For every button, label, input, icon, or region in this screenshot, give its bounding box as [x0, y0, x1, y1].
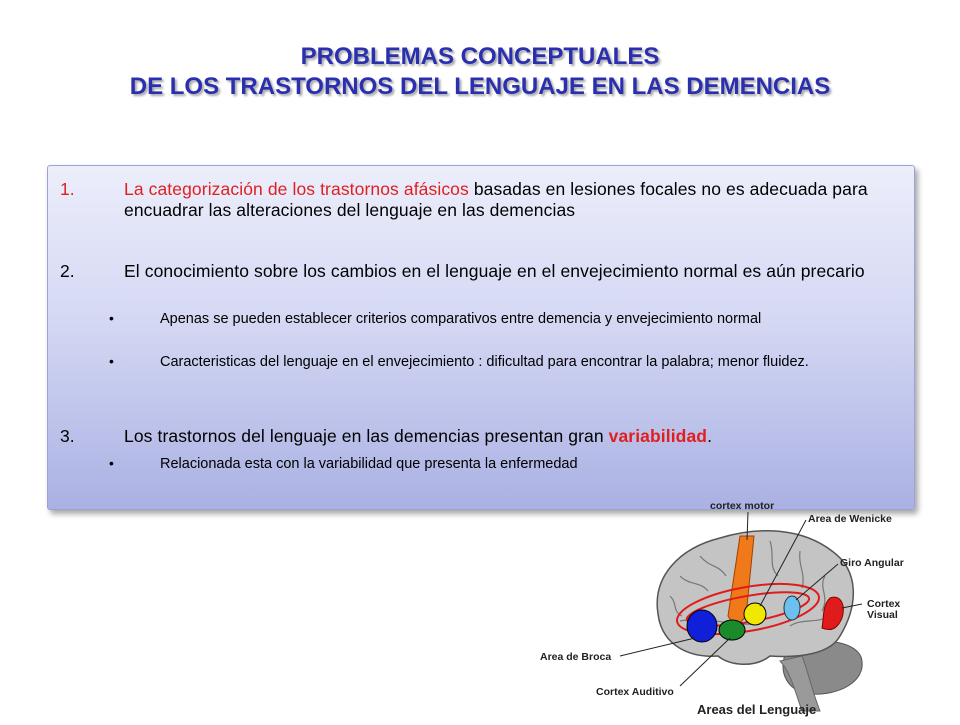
label-areas-del-lenguaje: Areas del Lenguaje	[697, 702, 817, 717]
point-3-text-before: Los trastornos del lenguaje en las demencias presentan gran	[124, 426, 609, 446]
label-area-wenicke: Area de Wenicke	[808, 513, 892, 525]
cerebrum-shape	[657, 531, 853, 665]
point-1-text	[124, 179, 894, 221]
label-cortex-visual-line-2: Visual	[867, 609, 898, 621]
label-cortex-visual-line-1: Cortex	[867, 598, 901, 610]
point-2-text: El conocimiento sobre los cambios en el lenguaje en el envejecimiento normal es aún precario	[124, 261, 865, 281]
angular-gyrus-area	[784, 596, 800, 620]
bullet-icon: •	[109, 353, 114, 369]
bullet-icon: •	[109, 310, 114, 326]
point-3-text-after: .	[707, 426, 713, 446]
label-giro-angular: Giro Angular	[840, 557, 904, 569]
point-3-highlight: variabilidad	[608, 426, 708, 446]
slide-title-line-2: DE LOS TRASTORNOS DEL LENGUAJE EN LAS DEMENCIAS	[129, 73, 831, 100]
label-cortex-auditivo: Cortex Auditivo	[596, 686, 674, 698]
point-3-bullet-1-text: Relacionada esta con la variabilidad que presenta la enfermedad	[160, 456, 578, 472]
content-box	[47, 165, 915, 510]
slide-title	[0, 42, 960, 102]
bullet-icon: •	[109, 455, 114, 471]
point-1-text-red: La categorización de los trastornos afásicos	[124, 179, 469, 199]
point-2-bullet-2-text: Caracteristicas del lenguaje en el envejecimiento : dificultad para encontrar la palabra; menor fluidez.	[160, 354, 809, 370]
point-1-text-rest: basadas en lesiones focales no es adecuada para encuadrar las alteraciones del lenguaje en las demencias	[124, 179, 868, 220]
point-1-number: 1.	[60, 179, 75, 199]
point-2-number: 2.	[60, 261, 75, 281]
label-cortex-motor: cortex motor	[710, 500, 775, 512]
auditory-cortex-area	[719, 620, 745, 640]
wernicke-area	[744, 603, 766, 625]
point-3-text	[124, 426, 894, 447]
point-2-bullet-1-text: Apenas se pueden establecer criterios comparativos entre demencia y envejecimiento normal	[160, 311, 762, 327]
broca-area	[687, 610, 717, 642]
label-area-broca: Area de Broca	[540, 651, 612, 663]
slide-title-line-1: PROBLEMAS CONCEPTUALES	[300, 43, 660, 70]
point-3-number: 3.	[60, 426, 75, 446]
brain-language-areas-figure	[540, 496, 960, 720]
